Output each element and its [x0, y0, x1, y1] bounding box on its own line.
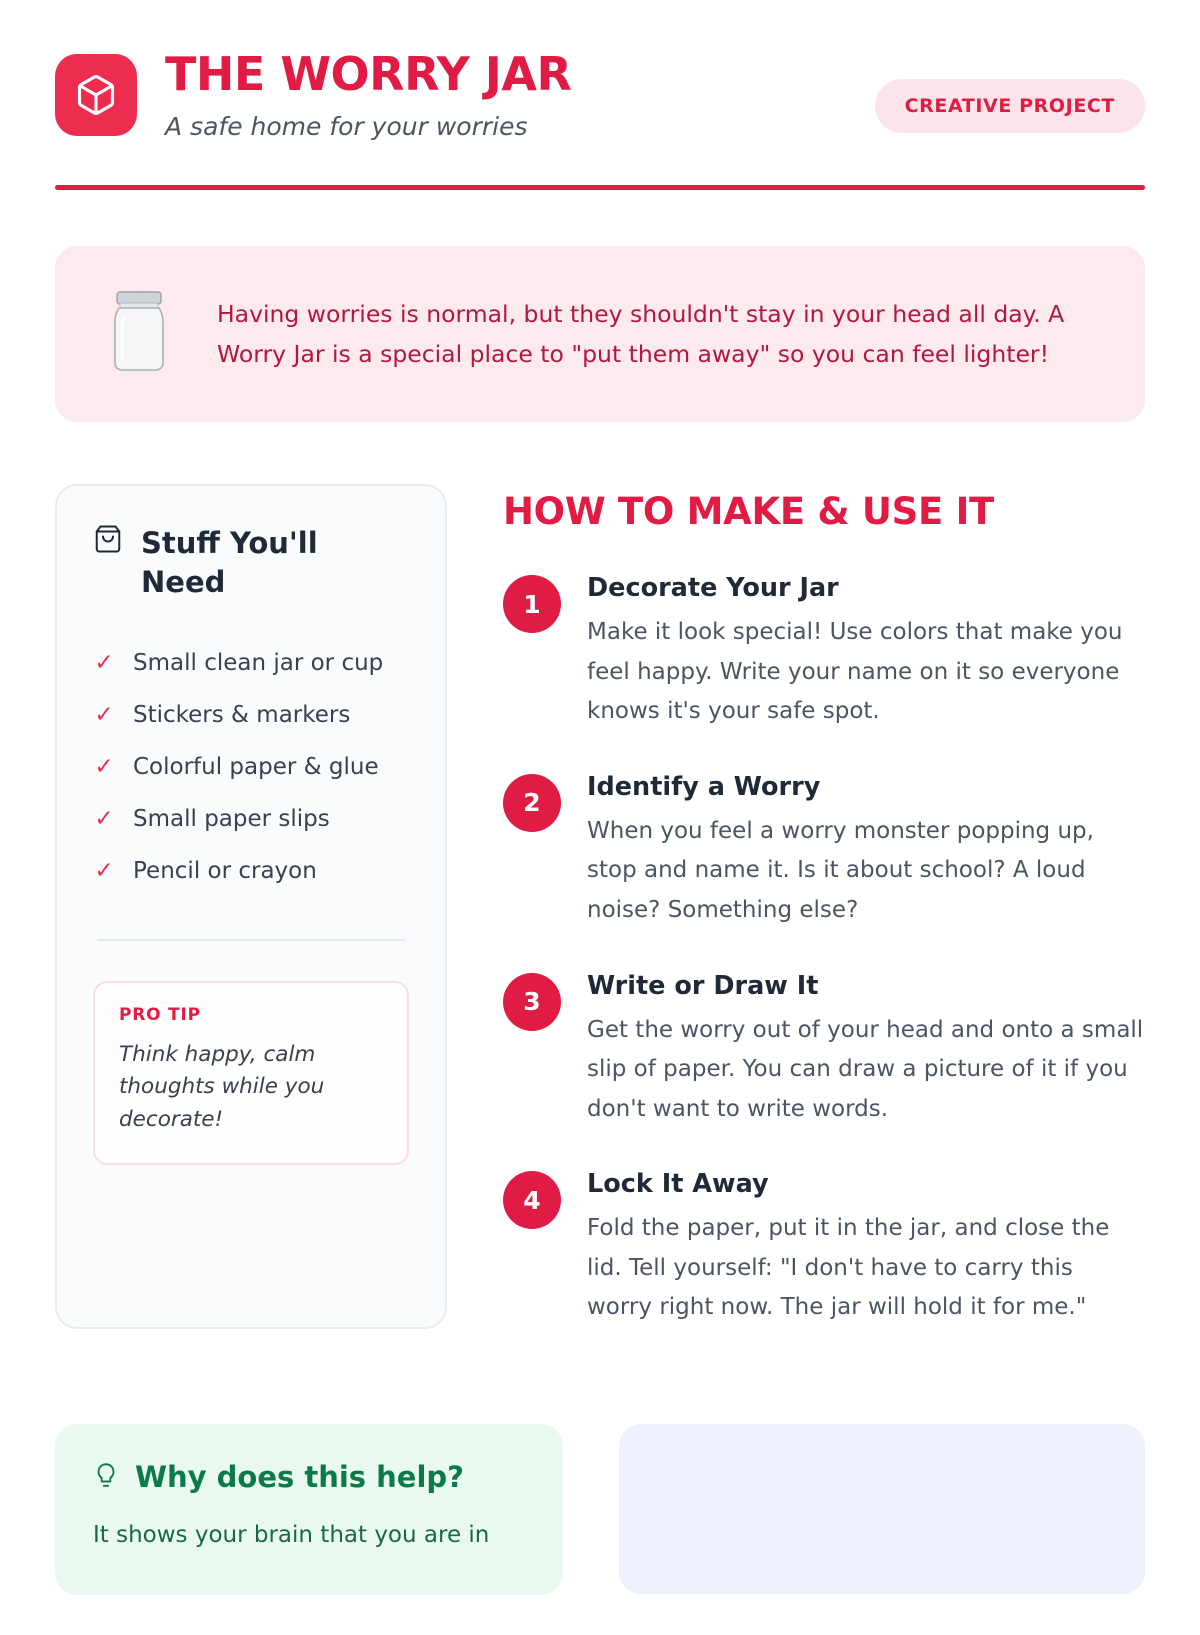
step-description: When you feel a worry monster popping up, stop and name it. Is it about school? A loud noise? Something else? [587, 817, 1094, 924]
body-columns [55, 484, 1145, 1368]
page-title: THE WORRY JAR [165, 47, 572, 101]
step-body [587, 573, 1145, 732]
steps-list [503, 573, 1145, 1328]
status-badge: CREATIVE PROJECT [875, 79, 1145, 133]
step-description: Fold the paper, put it in the jar, and close the lid. Tell yourself: "I don't have to carry this worry right now. The jar will hold it for me." [587, 1215, 1110, 1321]
step-title: Lock It Away [587, 1169, 769, 1200]
header-divider [55, 185, 1145, 190]
check-icon: ✓ [94, 701, 114, 728]
step-description: Make it look special! Use colors that make you feel happy. Write your name on it so everyone knows it's your safe spot. [587, 619, 1123, 725]
list-item [93, 793, 409, 845]
step-number: 2 [503, 774, 561, 832]
step-title: Identify a Worry [587, 771, 821, 802]
step-title: Decorate Your Jar [587, 573, 839, 604]
check-icon: ✓ [94, 805, 114, 832]
supplies-card [55, 484, 447, 1329]
step-description: Get the worry out of your head and onto a small slip of paper. You can draw a picture of it if you don't want to write words. [587, 1016, 1144, 1122]
list-item [93, 741, 409, 793]
why-title: Why does this help? [135, 1459, 464, 1494]
page-header [55, 44, 1145, 141]
intro-card [55, 246, 1145, 422]
step-body [587, 772, 1145, 931]
bottom-cards [55, 1424, 1145, 1635]
supplies-column [55, 484, 447, 1329]
step-number: 4 [503, 1171, 561, 1229]
list-item [93, 689, 409, 741]
supplies-header [93, 524, 409, 602]
supplies-divider [97, 939, 405, 941]
list-item [93, 845, 409, 897]
list-item [93, 637, 409, 689]
shopping-bag-icon [93, 524, 123, 558]
list-item-label: Small paper slips [133, 805, 330, 832]
pro-tip-card [93, 981, 409, 1165]
title-block [165, 44, 847, 141]
jar-box-icon [55, 54, 137, 136]
list-item-label: Small clean jar or cup [133, 649, 384, 676]
step-title: Write or Draw It [587, 970, 819, 1001]
how-to-title: HOW TO MAKE & USE IT [503, 490, 994, 534]
supplies-title: Stuff You'll Need [141, 526, 318, 600]
step-item [503, 772, 1145, 931]
list-item-label: Colorful paper & glue [133, 753, 379, 780]
pro-tip-text: Think happy, calm thoughts while you decorate! [119, 1041, 325, 1132]
step-item [503, 971, 1145, 1130]
list-item-label: Stickers & markers [133, 701, 351, 728]
check-icon: ✓ [94, 753, 114, 780]
step-body [587, 1169, 1145, 1328]
why-header [93, 1460, 525, 1494]
step-body [587, 971, 1145, 1130]
step-item [503, 573, 1145, 732]
step-number: 3 [503, 973, 561, 1031]
pro-tip-label: PRO TIP [119, 1004, 201, 1025]
glass-jar-illustration [101, 284, 177, 384]
lightbulb-icon [93, 1460, 119, 1494]
intro-text: Having worries is normal, but they shouldn't stay in your head all day. A Worry Jar is a special place to "put them away" so you can feel lighter! [217, 299, 1065, 369]
why-text: It shows your brain that you are in [93, 1521, 490, 1548]
list-item-label: Pencil or crayon [133, 857, 317, 884]
how-to-column [503, 484, 1145, 1368]
extra-card [619, 1424, 1145, 1594]
check-icon: ✓ [94, 857, 114, 884]
page-subtitle: A safe home for your worries [165, 112, 528, 142]
check-icon: ✓ [94, 649, 114, 676]
step-number: 1 [503, 575, 561, 633]
step-item [503, 1169, 1145, 1328]
supplies-list [93, 637, 409, 897]
why-card [55, 1424, 563, 1595]
